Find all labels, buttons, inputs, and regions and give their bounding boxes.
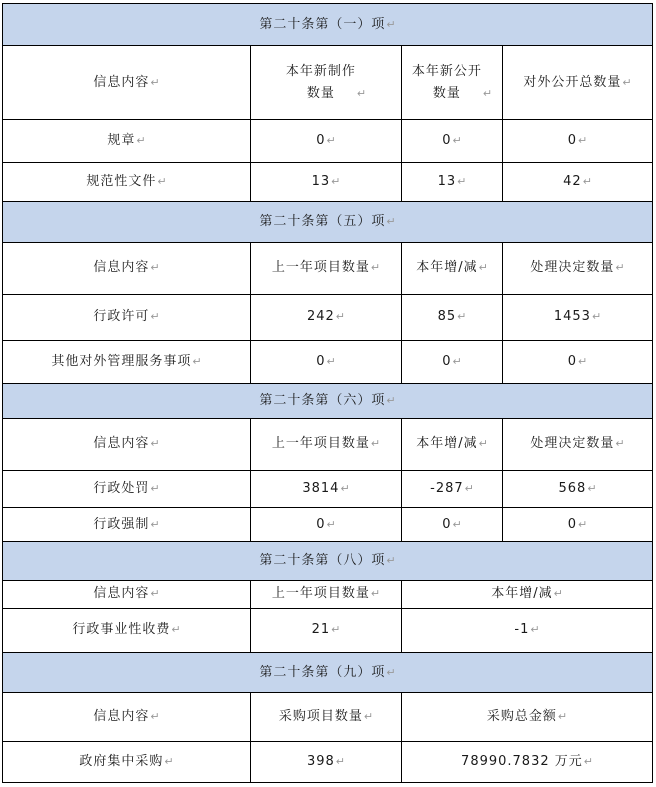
return-mark-icon: ↵ (622, 75, 632, 89)
return-mark-icon: ↵ (136, 133, 146, 147)
return-mark-icon: ↵ (386, 665, 396, 679)
table-row (3, 508, 653, 542)
return-mark-icon: ↵ (370, 587, 381, 601)
header-row (3, 580, 653, 608)
header-cell (503, 242, 653, 294)
return-mark-icon: ↵ (356, 86, 367, 100)
value-cell (402, 741, 653, 782)
value-cell (503, 470, 653, 507)
header-cell (3, 242, 251, 294)
return-mark-icon: ↵ (386, 554, 396, 567)
return-mark-icon: ↵ (164, 754, 174, 768)
row-label-cell (3, 119, 251, 162)
return-mark-icon: ↵ (615, 261, 625, 275)
return-mark-icon: ↵ (464, 482, 474, 496)
header-cell (3, 418, 251, 470)
return-mark-icon: ↵ (578, 133, 588, 147)
header-label: 信息内容 (93, 586, 150, 602)
cell-value: 13 (311, 174, 331, 190)
return-mark-icon: ↵ (583, 754, 593, 768)
return-mark-icon: ↵ (150, 75, 160, 89)
return-mark-icon: ↵ (591, 310, 602, 324)
cell-value: 0 (442, 132, 452, 148)
section-title: 第二十条第（五）项 (259, 213, 386, 229)
return-mark-icon: ↵ (150, 482, 160, 496)
return-mark-icon: ↵ (340, 482, 350, 496)
return-mark-icon: ↵ (335, 754, 346, 768)
section-title-cell (3, 384, 653, 418)
header-row (3, 242, 653, 294)
row-label: 其他对外管理服务事项 (51, 354, 192, 370)
cell-value: 85 (437, 309, 457, 325)
value-cell (402, 119, 503, 162)
disclosure-stats-table (2, 3, 653, 783)
header-label: 本年新公开数量 (411, 63, 482, 101)
return-mark-icon: ↵ (150, 261, 160, 275)
return-mark-icon: ↵ (192, 355, 202, 369)
cell-value: 78990.7832 万元 (461, 753, 583, 769)
row-label: 行政许可 (93, 309, 150, 325)
row-label-cell (3, 163, 251, 202)
header-cell (503, 418, 653, 470)
header-cell (251, 46, 402, 119)
return-mark-icon: ↵ (150, 437, 160, 451)
return-mark-icon: ↵ (530, 623, 540, 637)
header-cell (3, 46, 251, 119)
cell-value: 0 (442, 516, 452, 532)
section-title: 第二十条第（六）项 (259, 393, 386, 408)
header-label: 信息内容 (93, 260, 150, 276)
section-title-cell (3, 4, 653, 46)
return-mark-icon: ↵ (363, 709, 374, 723)
table-row (3, 741, 653, 782)
return-mark-icon: ↵ (331, 175, 341, 189)
return-mark-icon: ↵ (326, 133, 336, 147)
header-label: 上一年项目数量 (271, 436, 370, 452)
header-cell (3, 693, 251, 741)
value-cell (251, 470, 402, 507)
cell-value: 1453 (553, 309, 591, 325)
cell-value: 0 (442, 354, 452, 370)
header-cell (251, 242, 402, 294)
table-row (3, 163, 653, 202)
return-mark-icon: ↵ (482, 86, 493, 100)
header-cell (503, 46, 653, 119)
header-cell (3, 580, 251, 608)
return-mark-icon: ↵ (452, 133, 462, 147)
cell-value: 242 (306, 309, 335, 325)
header-label: 本年增/减 (416, 260, 478, 276)
header-cell (402, 242, 503, 294)
section-title-row (3, 4, 653, 46)
header-cell (251, 580, 402, 608)
return-mark-icon: ↵ (386, 394, 396, 407)
value-cell (402, 470, 503, 507)
cell-value: 568 (558, 481, 587, 497)
header-label: 本年增/减 (491, 586, 553, 602)
header-cell (251, 418, 402, 470)
cell-value: 42 (563, 174, 582, 190)
row-label: 行政强制 (93, 516, 150, 532)
cell-value: 0 (567, 132, 578, 148)
return-mark-icon: ↵ (457, 175, 467, 189)
return-mark-icon: ↵ (326, 517, 336, 531)
row-label-cell (3, 341, 251, 384)
section-title: 第二十条第（一）项 (259, 16, 386, 32)
value-cell (503, 163, 653, 202)
cell-value: 0 (316, 132, 326, 148)
table-row (3, 119, 653, 162)
header-cell (402, 693, 653, 741)
header-label: 上一年项目数量 (271, 260, 370, 276)
header-label: 信息内容 (93, 708, 150, 724)
cell-value: 0 (567, 354, 578, 370)
value-cell (402, 608, 653, 652)
header-row (3, 693, 653, 741)
value-cell (402, 163, 503, 202)
table-row (3, 470, 653, 507)
table-row (3, 608, 653, 652)
return-mark-icon: ↵ (452, 355, 462, 369)
value-cell (251, 163, 402, 202)
header-cell (402, 418, 503, 470)
cell-value: 398 (306, 753, 335, 769)
header-row (3, 46, 653, 119)
row-label: 行政处罚 (93, 481, 150, 497)
return-mark-icon: ↵ (370, 261, 381, 275)
return-mark-icon: ↵ (386, 17, 396, 31)
section-title-cell (3, 542, 653, 580)
section-title-cell (3, 653, 653, 693)
cell-value: 0 (316, 354, 326, 370)
return-mark-icon: ↵ (386, 214, 396, 228)
return-mark-icon: ↵ (582, 175, 592, 189)
header-label: 采购项目数量 (278, 708, 363, 724)
header-cell (402, 580, 653, 608)
section-title-row (3, 653, 653, 693)
table-row (3, 294, 653, 340)
return-mark-icon: ↵ (335, 310, 346, 324)
header-cell (251, 693, 402, 741)
return-mark-icon: ↵ (615, 437, 625, 451)
header-label: 本年增/减 (416, 436, 478, 452)
return-mark-icon: ↵ (150, 310, 160, 324)
value-cell (251, 341, 402, 384)
row-label-cell (3, 470, 251, 507)
cell-value: 0 (567, 516, 578, 532)
section-title-cell (3, 202, 653, 242)
value-cell (251, 508, 402, 542)
row-label: 政府集中采购 (79, 753, 164, 769)
value-cell (251, 608, 402, 652)
row-label-cell (3, 608, 251, 652)
cell-value: -287 (430, 481, 464, 497)
value-cell (251, 294, 402, 340)
header-label: 处理决定数量 (530, 260, 615, 276)
row-label-cell (3, 508, 251, 542)
row-label: 规章 (107, 132, 136, 148)
return-mark-icon: ↵ (578, 517, 588, 531)
return-mark-icon: ↵ (478, 437, 488, 451)
cell-value: 3814 (302, 481, 340, 497)
cell-value: 0 (316, 516, 326, 532)
cell-value: 13 (437, 174, 457, 190)
header-cell (402, 46, 503, 119)
cell-value: -1 (514, 622, 530, 638)
return-mark-icon: ↵ (331, 623, 341, 637)
row-label: 规范性文件 (86, 174, 157, 190)
table-row (3, 341, 653, 384)
value-cell (503, 508, 653, 542)
row-label-cell (3, 294, 251, 340)
value-cell (251, 119, 402, 162)
return-mark-icon: ↵ (370, 437, 381, 451)
header-label: 信息内容 (93, 436, 150, 452)
value-cell (251, 741, 402, 782)
header-label: 信息内容 (93, 74, 150, 90)
section-title-row (3, 202, 653, 242)
header-row (3, 418, 653, 470)
return-mark-icon: ↵ (326, 355, 336, 369)
return-mark-icon: ↵ (452, 517, 462, 531)
return-mark-icon: ↵ (150, 587, 160, 601)
return-mark-icon: ↵ (150, 517, 160, 531)
return-mark-icon: ↵ (457, 310, 467, 324)
header-label: 上一年项目数量 (271, 586, 370, 602)
section-title: 第二十条第（八）项 (259, 553, 386, 568)
return-mark-icon: ↵ (157, 175, 167, 189)
row-label-cell (3, 741, 251, 782)
return-mark-icon: ↵ (478, 261, 488, 275)
header-label: 对外公开总数量 (523, 74, 622, 90)
header-label: 本年新制作数量 (285, 63, 356, 101)
value-cell (402, 508, 503, 542)
return-mark-icon: ↵ (171, 623, 181, 637)
section-title-row (3, 542, 653, 580)
return-mark-icon: ↵ (553, 587, 563, 601)
value-cell (503, 119, 653, 162)
value-cell (503, 341, 653, 384)
section-title: 第二十条第（九）项 (259, 664, 386, 680)
return-mark-icon: ↵ (587, 482, 597, 496)
return-mark-icon: ↵ (578, 355, 588, 369)
value-cell (503, 294, 653, 340)
row-label: 行政事业性收费 (72, 622, 171, 638)
return-mark-icon: ↵ (557, 709, 568, 723)
value-cell (402, 294, 503, 340)
value-cell (402, 341, 503, 384)
cell-value: 21 (311, 622, 331, 638)
return-mark-icon: ↵ (150, 709, 160, 723)
section-title-row (3, 384, 653, 418)
header-label: 处理决定数量 (530, 436, 615, 452)
header-label: 采购总金额 (486, 708, 557, 724)
